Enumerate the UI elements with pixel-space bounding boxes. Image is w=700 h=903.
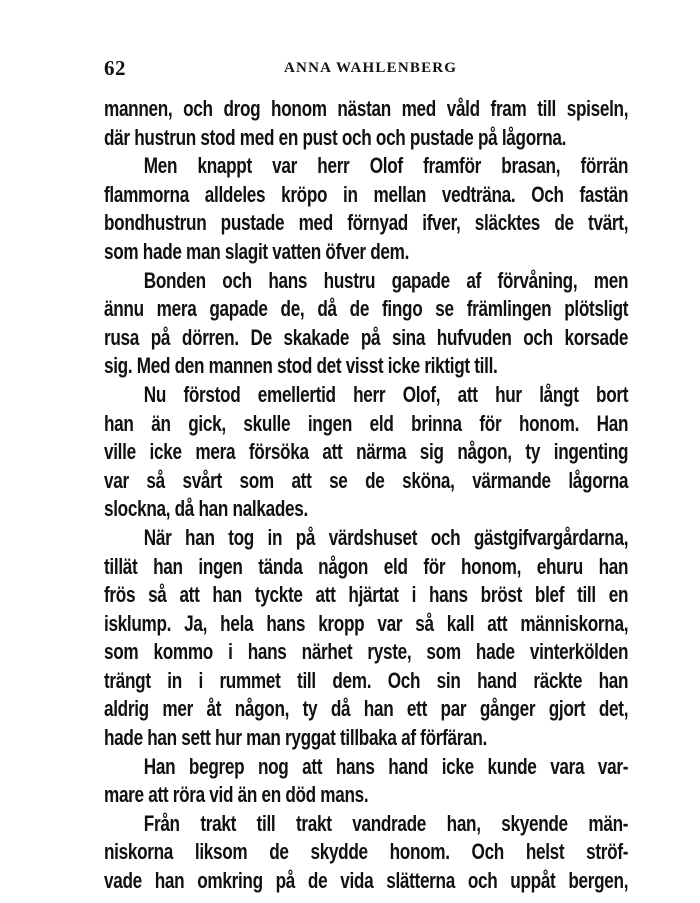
text-line: När han tog in på värdshuset och gästgifvargårdarna, xyxy=(143,524,629,550)
text-line: Men knappt var herr Olof framför brasan, förrän xyxy=(143,153,629,179)
text-line: frös så att han tyckte att hjärtat i hans bröst blef till en xyxy=(104,582,629,608)
text-line: hade han sett hur man ryggat tillbaka af förfäran. xyxy=(104,725,487,751)
running-title: ANNA WAHLENBERG xyxy=(284,60,458,76)
text-line: som hade man slagit vatten öfver dem. xyxy=(104,238,410,264)
text-line: rusa på dörren. De skakade på sina hufvuden och korsade xyxy=(104,324,629,350)
text-line: mare att röra vid än en död mans. xyxy=(104,782,369,808)
text-line: bondhustrun pustade med förnyad ifver, släcktes de tvärt, xyxy=(104,210,629,236)
text-line: var så svårt som att se de sköna, värmande lågorna xyxy=(104,467,629,493)
text-line: där hustrun stod med en pust och och pustade på lågorna. xyxy=(104,124,567,150)
text-line: Från trakt till trakt vandrade han, skyende män- xyxy=(143,810,629,836)
text-line: aldrig mer åt någon, ty då han ett par gånger gjort det, xyxy=(104,696,629,722)
text-line: mannen, och drog honom nästan med våld fram till spiseln, xyxy=(104,96,629,121)
body-text xyxy=(104,95,628,896)
text-line: ännu mera gapade de, då de fingo se främlingen plötsligt xyxy=(104,296,629,322)
text-line: Nu förstod emellertid herr Olof, att hur långt bort xyxy=(143,381,629,407)
text-line: slockna, då han nalkades. xyxy=(104,496,308,522)
text-line: som kommo i hans närhet ryste, som hade vinterkölden xyxy=(104,639,629,665)
text-line: han än gick, skulle ingen eld brinna för honom. Han xyxy=(104,410,629,436)
text-line: trängt in i rummet till dem. Och sin hand räckte han xyxy=(104,667,629,693)
text-line: Han begrep nog att hans hand icke kunde vara var- xyxy=(143,753,629,779)
page-number: 62 xyxy=(104,56,126,80)
text-line: vade han omkring på de vida slätterna och uppåt bergen, xyxy=(104,868,629,894)
text-line: niskorna liksom de skydde honom. Och helst ströf- xyxy=(104,839,629,865)
text-line: ville icke mera försöka att närma sig någon, ty ingenting xyxy=(104,439,629,465)
text-line: flammorna alldeles kröpo in mellan vedträna. Och fastän xyxy=(104,181,629,207)
text-line: sig. Med den mannen stod det visst icke riktigt till. xyxy=(104,353,498,379)
text-line: Bonden och hans hustru gapade af förvåning, men xyxy=(143,267,629,293)
text-line: tillät han ingen tända någon eld för honom, ehuru han xyxy=(104,553,629,579)
running-head xyxy=(104,56,628,84)
text-line: isklump. Ja, hela hans kropp var så kall att människorna, xyxy=(104,610,629,636)
